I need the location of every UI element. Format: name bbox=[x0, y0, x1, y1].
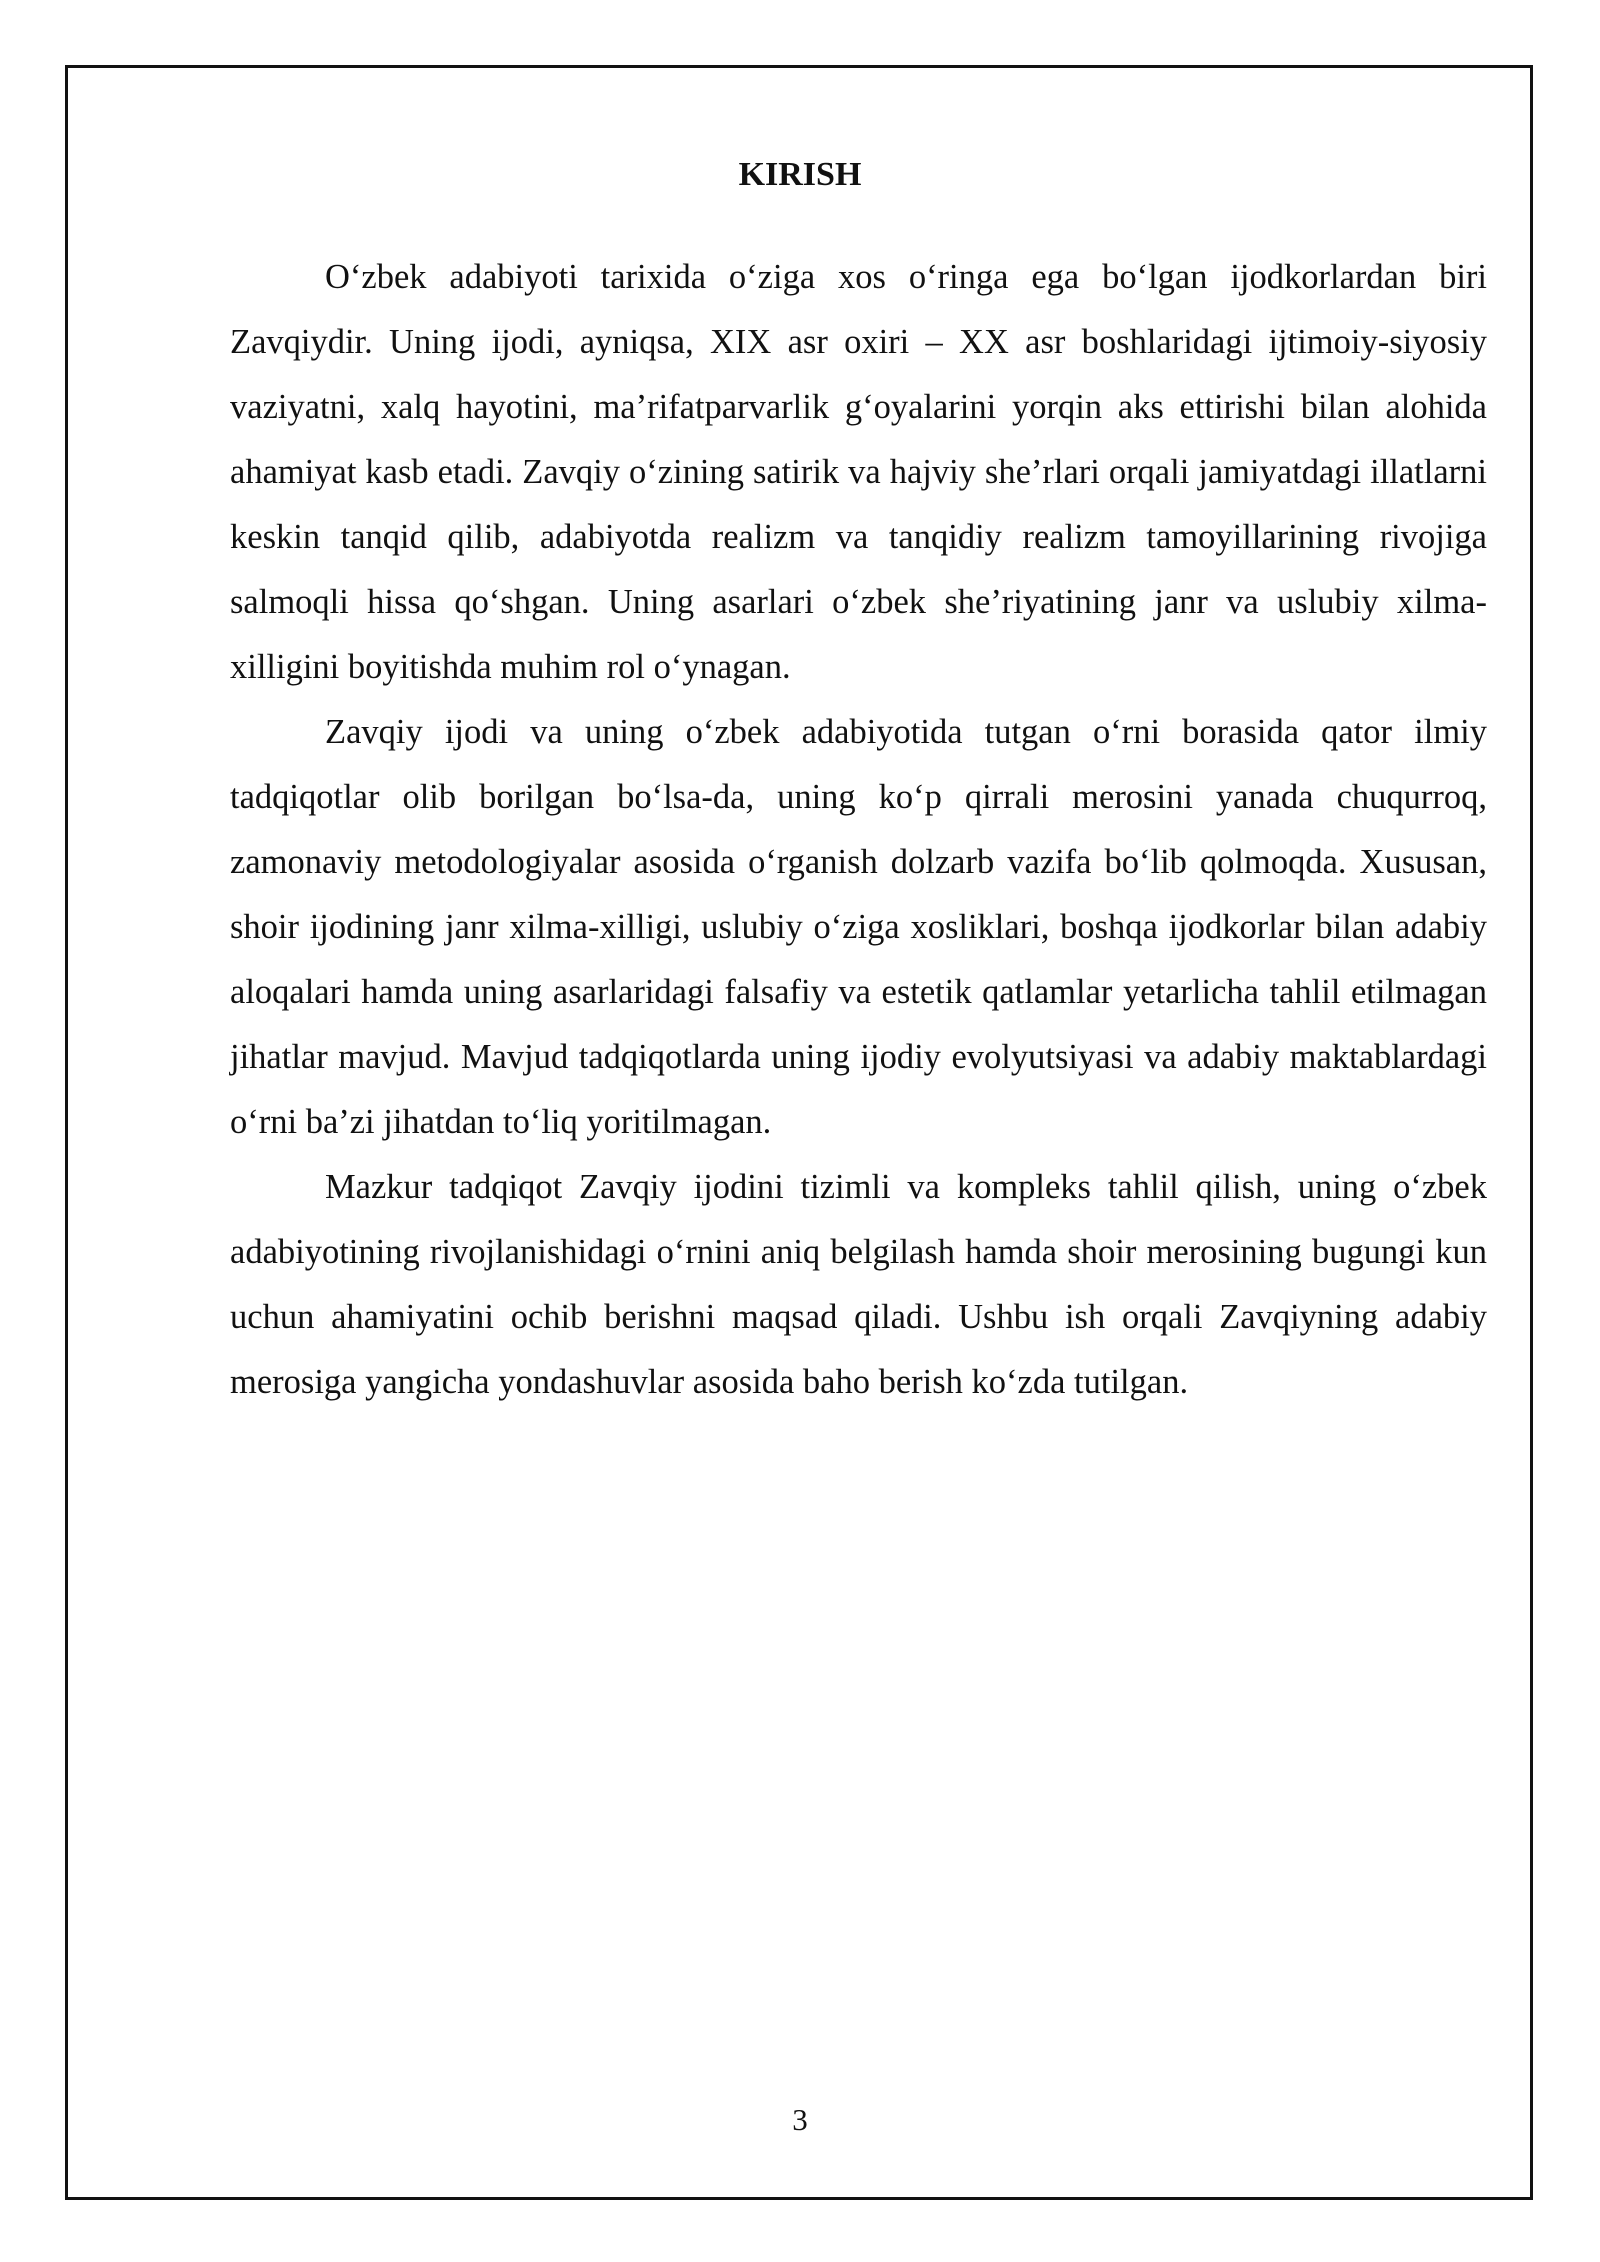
page-number: 3 bbox=[792, 2102, 808, 2137]
paragraph-2: Zavqiy ijodi va uning o‘zbek adabiyotida tutgan o‘rni borasida qator ilmiy tadqiqotlar olib borilgan bo‘lsa-da, uning ko‘p qirrali merosini yanada chuqurroq, zamonaviy metodologiyalar asosida o‘rganish dolzarb vazifa bo‘lib qolmoqda. Xususan, shoir ijodining janr xilma-xilligi, uslubiy o‘ziga xosliklari, boshqa ijodkorlar bilan adabiy aloqalari hamda uning asarlaridagi falsafiy va estetik qatlamlar yetarlicha tahlil etilmagan jihatlar mavjud. Mavjud tadqiqotlarda uning ijodiy evolyutsiyasi va adabiy maktablardagi o‘rni ba’zi jihatdan to‘liq yoritilmagan. bbox=[230, 713, 1487, 1141]
body-text bbox=[230, 245, 1487, 1415]
section-title: KIRISH bbox=[738, 156, 862, 193]
paragraph-1: O‘zbek adabiyoti tarixida o‘ziga xos o‘ringa ega bo‘lgan ijodkorlardan biri Zavqiydir. Uning ijodi, ayniqsa, XIX asr oxiri – XX asr boshlaridagi ijtimoiy-siyosiy vaziyatni, xalq hayotini, ma’rifatparvarlik g‘oyalarini yorqin aks ettirishi bilan alohida ahamiyat kasb etadi. Zavqiy o‘zining satirik va hajviy she’rlari orqali jamiyatdagi illatlarni keskin tanqid qilib, adabiyotda realizm va tanqidiy realizm tamoyillarining rivojiga salmoqli hissa qo‘shgan. Uning asarlari o‘zbek she’riyatining janr va uslubiy xilma-xilligini boyitishda muhim rol o‘ynagan. bbox=[230, 258, 1487, 686]
paragraph-3: Mazkur tadqiqot Zavqiy ijodini tizimli va kompleks tahlil qilish, uning o‘zbek adabiyotining rivojlanishidagi o‘rnini aniq belgilash hamda shoir merosining bugungi kun uchun ahamiyatini ochib berishni maqsad qiladi. Ushbu ish orqali Zavqiyning adabiy merosiga yangicha yondashuvlar asosida baho berish ko‘zda tutilgan. bbox=[230, 1168, 1487, 1401]
